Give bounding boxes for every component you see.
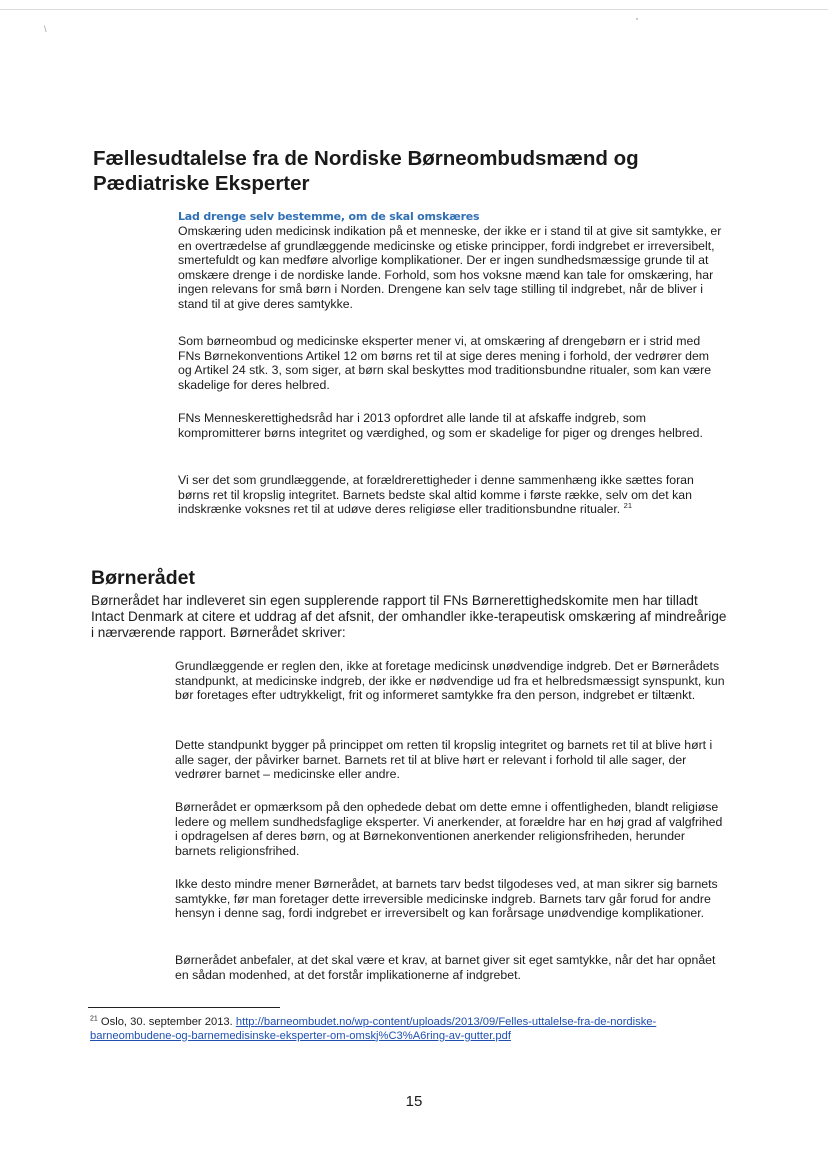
page-title: Fællesudtalelse fra de Nordiske Børneombudsmænd og Pædiatriske Eksperter	[93, 147, 639, 195]
quote-paragraph-3	[175, 800, 727, 858]
footnote-reference[interactable]: 21	[623, 501, 632, 511]
paragraph-text	[178, 473, 726, 517]
quote-paragraph-2	[175, 738, 727, 782]
footnote	[90, 1016, 730, 1043]
scan-artifact: \	[44, 24, 47, 34]
section-title: Børnerådet	[91, 567, 196, 589]
quote-text: Børnerådet er opmærksom på den ophedede debat om dette emne i offentligheden, blandt religiøse ledere og mellem sundhedsfaglige eksperter. Vi anerkender, at forældre har en høj grad af valgfrihed i opdragelsen af deres børn, og at Børnekonventionen anerkender religionsfriheden, herunder barnets religionsfrihed.	[175, 800, 723, 858]
footnote-text: Oslo, 30. september 2013.	[100, 1016, 233, 1028]
paragraph-body: Vi ser det som grundlæggende, at forældrerettigheder i denne sammenhæng ikke sættes foran børns ret til kropslig integritet. Barnets bedste skal altid komme i første række, selv om det kan indskrænke voksnes ret til at udøve deres religiøse eller traditionsbundne ritualer.	[178, 473, 694, 517]
statement-paragraph-2	[178, 334, 726, 392]
paragraph-text: FNs Menneskerettighedsråd har i 2013 opfordret alle lande til at afskaffe indgreb, som kompromitterer børns integritet og værdighed, og som er skadelige for piger og drenges helbred.	[178, 411, 703, 440]
statement-paragraph-3	[178, 411, 726, 440]
paragraph-text: Som børneombud og medicinske eksperter mener vi, at omskæring af drengebørn er i strid med FNs Børnekonventions Artikel 12 om børns ret til at sige deres mening i forhold, der vedrører dem og Artikel 24 stk. 3, som siger, at børn skal beskyttes mod traditionsbundne ritualer, som kan være skadelige for deres helbred.	[178, 334, 712, 392]
footnote-separator	[88, 1007, 280, 1008]
scan-artifact-dot	[636, 18, 638, 20]
quote-text: Børnerådet anbefaler, at det skal være et krav, at barnet giver sit eget samtykke, når det har opnået en sådan modenhed, at det forstår implikationerne af indgrebet.	[175, 953, 716, 982]
footnote-link[interactable]: http://barneombudet.no/wp-content/uploads/2013/09/Felles-uttalelse-fra-de-nordiske-barneombudene-og-barnemedisinske-eksperter-om-omskj%C3%A6ring-av-gutter.pdf	[90, 1016, 657, 1042]
statement-subheading: Lad drenge selv bestemme, om de skal omskæres	[178, 210, 480, 223]
quote-paragraph-1	[175, 659, 727, 703]
scan-edge-line	[0, 9, 828, 10]
statement-paragraph-4	[178, 473, 726, 517]
paragraph-text: Omskæring uden medicinsk indikation på et menneske, der ikke er i stand til at give sit samtykke, er en overtrædelse af grundlæggende medicinske og etiske principper, fordi indgrebet er irreversibelt, smertefuldt og kan medføre alvorlige komplikationer. Der er ingen sundhedsmæssige grunde til at omskære drenge i de nordiske lande. Forhold, som hos voksne mænd kan tale for omskæring, har ingen relevans for små børn i Norden. Drengene kan selv tage stilling til indgrebet, når de bliver i stand til at give deres samtykke.	[178, 224, 722, 311]
page-number: 15	[405, 1093, 423, 1110]
footnote-number: 21	[90, 1015, 98, 1023]
statement-paragraph-1	[178, 224, 726, 312]
quote-text: Grundlæggende er reglen den, ikke at foretage medicinsk unødvendige indgreb. Det er Børnerådets standpunkt, at medicinske indgreb, der ikke er nødvendige ud fra et helbredsmæssigt synspunkt, kun bør foretages efter udtrykkeligt, frit og informeret samtykke fra den person, indgrebet er tiltænkt.	[175, 659, 725, 703]
quote-text: Dette standpunkt bygger på princippet om retten til kropslig integritet og barnets ret til at blive hørt i alle sager, der påvirker barnet. Barnets ret til at blive hørt er relevant i forhold til alle sager, der vedrører barnet – medicinske eller andre.	[175, 738, 713, 782]
quote-paragraph-4	[175, 877, 727, 921]
section-intro: Børnerådet har indleveret sin egen supplerende rapport til FNs Børnerettighedskomite men har tilladt Intact Denmark at citere et uddrag af det afsnit, der omhandler ikke-terapeutisk omskæring af mindreårige i nærværende rapport. Børnerådet skriver:	[91, 593, 727, 640]
quote-text: Ikke desto mindre mener Børnerådet, at barnets tarv bedst tilgodeses ved, at man sikrer sig barnets samtykke, før man foretager dette irreversible medicinske indgreb. Barnets tarv går forud for andre hensyn i denne sag, fordi indgrebet er irreversibelt og kan forårsage unødvendige komplikationer.	[175, 877, 718, 921]
quote-paragraph-5	[175, 953, 727, 982]
